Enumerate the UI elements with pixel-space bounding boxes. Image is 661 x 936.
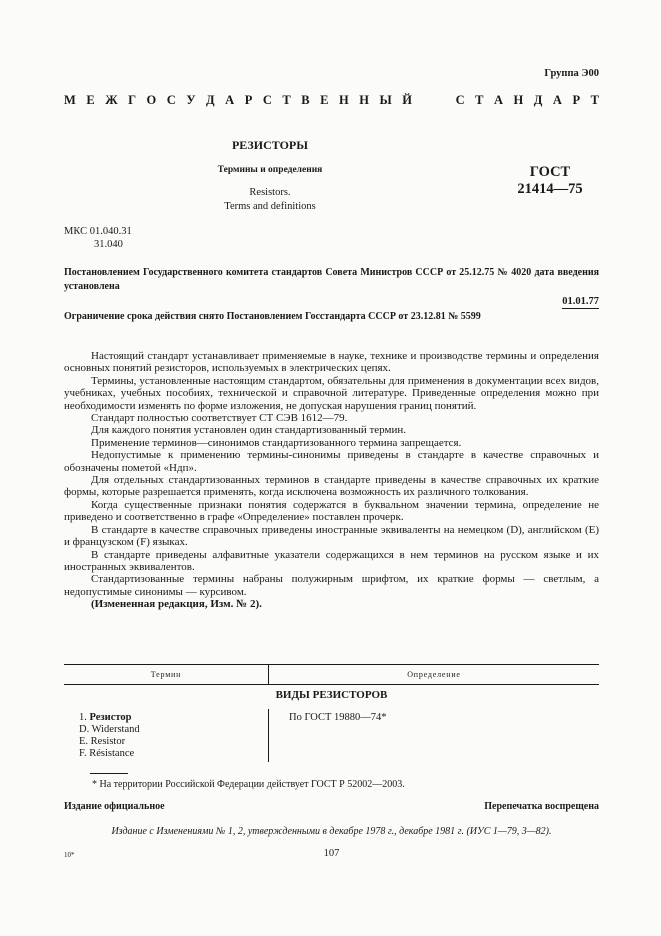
- header-letter: Т: [475, 93, 484, 107]
- limitation-text: Ограничение срока действия снято Постановлением Госстандарта СССР от 23.12.81 № 5599: [64, 311, 481, 322]
- term-title-row: [79, 712, 140, 724]
- header-letter: Н: [359, 93, 369, 107]
- header-letter: В: [301, 93, 310, 107]
- header-letter: С: [455, 93, 465, 107]
- group-code: Группа Э00: [544, 68, 599, 79]
- paragraph: Стандарт полностью соответствует СТ СЭВ 1612—79.: [91, 412, 348, 425]
- paragraph: Для каждого понятия установлен один стандартизованный термин.: [91, 424, 406, 437]
- header-letter: Е: [86, 93, 95, 107]
- header-letter: А: [225, 93, 235, 107]
- term-name: Резистор: [89, 712, 132, 723]
- english-title: [160, 186, 380, 214]
- header-letter: Д: [206, 93, 215, 107]
- footnote-rule: [90, 773, 128, 774]
- column-header-definition: Определение: [407, 670, 461, 679]
- mks-line2: 31.040: [94, 239, 123, 250]
- document-title: РЕЗИСТОРЫ: [231, 138, 309, 152]
- header-letter: М: [64, 93, 76, 107]
- section-heading: ВИДЫ РЕЗИСТОРОВ: [275, 689, 388, 701]
- header-letter: О: [146, 93, 157, 107]
- reprint-prohibited-label: Перепечатка воспрещена: [484, 801, 599, 812]
- header-letter: У: [186, 93, 196, 107]
- header-letter: [439, 93, 445, 108]
- header-letter: Е: [320, 93, 329, 107]
- official-edition-label: Издание официальное: [64, 801, 165, 812]
- header-letter: А: [493, 93, 504, 107]
- paragraph: Стандартизованные термины набраны полужирным шрифтом, их краткие формы — светлым, а недопустимые синонимы — курсивом.: [64, 573, 599, 598]
- paragraph: Для отдельных стандартизованных терминов в стандарте приведены в качестве справочных их краткие формы, которые разрешается применять, когда исключена возможность их различного толкования.: [64, 474, 599, 499]
- paragraph: Когда существенные признаки понятия содержатся в буквальном значении термина, определение не приведено и соответственно в графе «Определение» поставлен прочерк.: [64, 498, 599, 524]
- standard-header: [64, 93, 599, 108]
- header-letter: [423, 93, 429, 108]
- gost-number: [500, 164, 600, 198]
- term-english: E. Resistor: [79, 736, 126, 747]
- header-letter: Т: [590, 93, 599, 107]
- header-letter: Г: [128, 93, 137, 107]
- header-letter: Й: [402, 93, 413, 107]
- header-letter: Ж: [105, 93, 118, 107]
- footnote: * На территории Российской Федерации действует ГОСТ Р 52002—2003.: [92, 779, 405, 790]
- header-letter: Р: [244, 93, 253, 107]
- signature-mark: 10*: [64, 851, 75, 859]
- paragraph: Недопустимые к применению термины-синонимы приведены в стандарте в качестве справочных и обозначены пометой «Ндп».: [64, 449, 599, 474]
- header-letter: Р: [572, 93, 581, 107]
- decree-text: Постановлением Государственного комитета стандартов Совета Министров СССР от 25.12.75 № 4020 дата введения установлена: [64, 267, 599, 292]
- term-german: D. Widerstand: [79, 724, 140, 735]
- column-divider: [268, 709, 269, 762]
- english-title-line2: Terms and definitions: [224, 201, 316, 212]
- page-number: 107: [323, 848, 340, 859]
- amendment-note: (Измененная редакция, Изм. № 2).: [91, 598, 262, 611]
- paragraph: В стандарте в качестве справочных приведены иностранные эквиваленты на немецком (D), английском (E) и французском (F) языках.: [64, 523, 599, 549]
- header-letter: Ы: [379, 93, 392, 107]
- header-letter: С: [166, 93, 176, 107]
- gost-code: 21414—75: [517, 181, 583, 197]
- mks-codes: [64, 225, 132, 251]
- paragraph: Настоящий стандарт устанавливает применяемые в науке, технике и производстве термины и определения основных понятий резисторов, используемых в электрических цепях.: [64, 350, 599, 375]
- header-letter: С: [262, 93, 272, 107]
- term-number: 1.: [79, 712, 87, 723]
- gost-label: ГОСТ: [529, 164, 571, 180]
- header-letter: А: [552, 93, 562, 107]
- header-letter: Т: [282, 93, 291, 107]
- mks-line1: МКС 01.040.31: [64, 226, 132, 237]
- english-title-line1: Resistors.: [249, 187, 291, 198]
- column-header-term: Термин: [64, 665, 269, 684]
- body-text: [64, 350, 599, 611]
- introduction-date: 01.01.77: [562, 296, 599, 307]
- document-subtitle: Термины и определения: [217, 165, 323, 175]
- term-entry: [79, 712, 140, 760]
- header-letter: Н: [339, 93, 349, 107]
- paragraph: Применение терминов—синонимов стандартизованного термина запрещается.: [91, 436, 462, 449]
- paragraph: В стандарте приведены алфавитные указатели содержащихся в нем терминов на русском языке и их иностранных эквивалентов.: [64, 548, 599, 573]
- paragraph: Термины, установленные настоящим стандартом, обязательны для применения в документации всех видов, учебниках, учебных пособиях, технической и справочной литературе. Приведенные определения можно при необходимости изменять по форме изложения, не допуская нарушения границ понятий.: [64, 374, 599, 412]
- table-header: [64, 665, 599, 685]
- term-french: F. Résistance: [79, 748, 135, 759]
- header-letter: Д: [533, 93, 543, 107]
- edition-note: Издание с Изменениями № 1, 2, утвержденными в декабре 1978 г., декабре 1981 г. (ИУС 1—79, 3—82).: [111, 826, 552, 837]
- term-definition: По ГОСТ 19880—74*: [289, 712, 387, 723]
- header-letter: Н: [513, 93, 524, 107]
